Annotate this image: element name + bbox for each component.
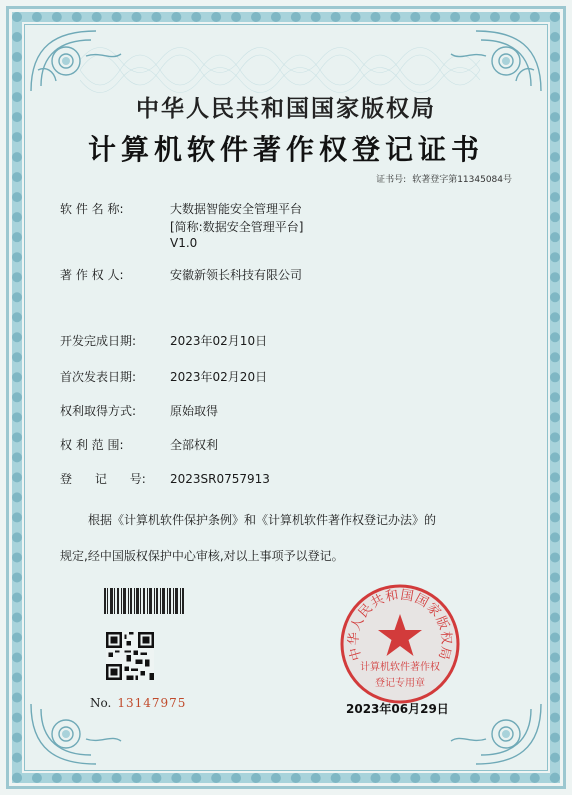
field-value: 2023SR0757913 (170, 472, 270, 486)
seal-line-1: 计算机软件著作权 (360, 662, 440, 673)
field-row-registration-no (60, 470, 270, 487)
field-label: 登 记 号: (60, 472, 146, 486)
field-row-acquisition (60, 402, 218, 419)
field-row-completion-date (60, 332, 267, 349)
seal-line-2: 登记专用章 (375, 678, 425, 689)
field-label: 开发完成日期: (60, 334, 137, 348)
qr-code-icon (106, 632, 154, 680)
software-short-name: [简称:数据安全管理平台] (170, 220, 304, 234)
field-row-publish-date (60, 368, 267, 385)
field-label: 首次发表日期: (60, 370, 137, 384)
field-row-scope (60, 436, 218, 453)
statement-line-1: 根据《计算机软件保护条例》和《计算机软件著作权登记办法》的 (88, 513, 437, 527)
issue-date: 2023年06月29日 (346, 702, 449, 716)
field-label: 权利取得方式: (60, 404, 137, 418)
cert-no-value: 软著登字第11345084号 (412, 175, 512, 185)
barcode-icon (104, 588, 186, 614)
software-version: V1.0 (170, 236, 198, 250)
certificate-number (376, 172, 512, 185)
field-value: 原始取得 (170, 404, 219, 418)
corner-ornament-icon (26, 26, 126, 96)
field-row-owner (60, 266, 302, 283)
field-value: 2023年02月20日 (170, 370, 268, 384)
field-label: 著 作 权 人: (60, 268, 124, 282)
seal-ring-text: 中华人民共和国国家版权局 (346, 587, 454, 663)
field-row-software-name (60, 200, 302, 217)
serial-number (90, 696, 186, 710)
serial-label: No. (90, 696, 112, 710)
field-label: 权 利 范 围: (60, 438, 124, 452)
cert-no-label: 证书号: (376, 175, 407, 185)
issuing-authority: 中华人民共和国国家版权局 (136, 95, 436, 122)
field-value: 安徽新领长科技有限公司 (170, 268, 303, 282)
corner-ornament-icon (446, 699, 546, 769)
corner-ornament-icon (446, 26, 546, 96)
serial-value: 13147975 (117, 696, 187, 710)
document-title: 计算机软件著作权登记证书 (87, 133, 484, 166)
statement-line-2: 规定,经中国版权保护中心审核,对以上事项予以登记。 (60, 549, 344, 563)
field-value: 2023年02月10日 (170, 334, 268, 348)
registration-statement (60, 502, 520, 574)
field-label: 软 件 名 称: (60, 202, 124, 216)
field-value: 大数据智能安全管理平台 (170, 202, 303, 216)
field-value: 全部权利 (170, 438, 219, 452)
